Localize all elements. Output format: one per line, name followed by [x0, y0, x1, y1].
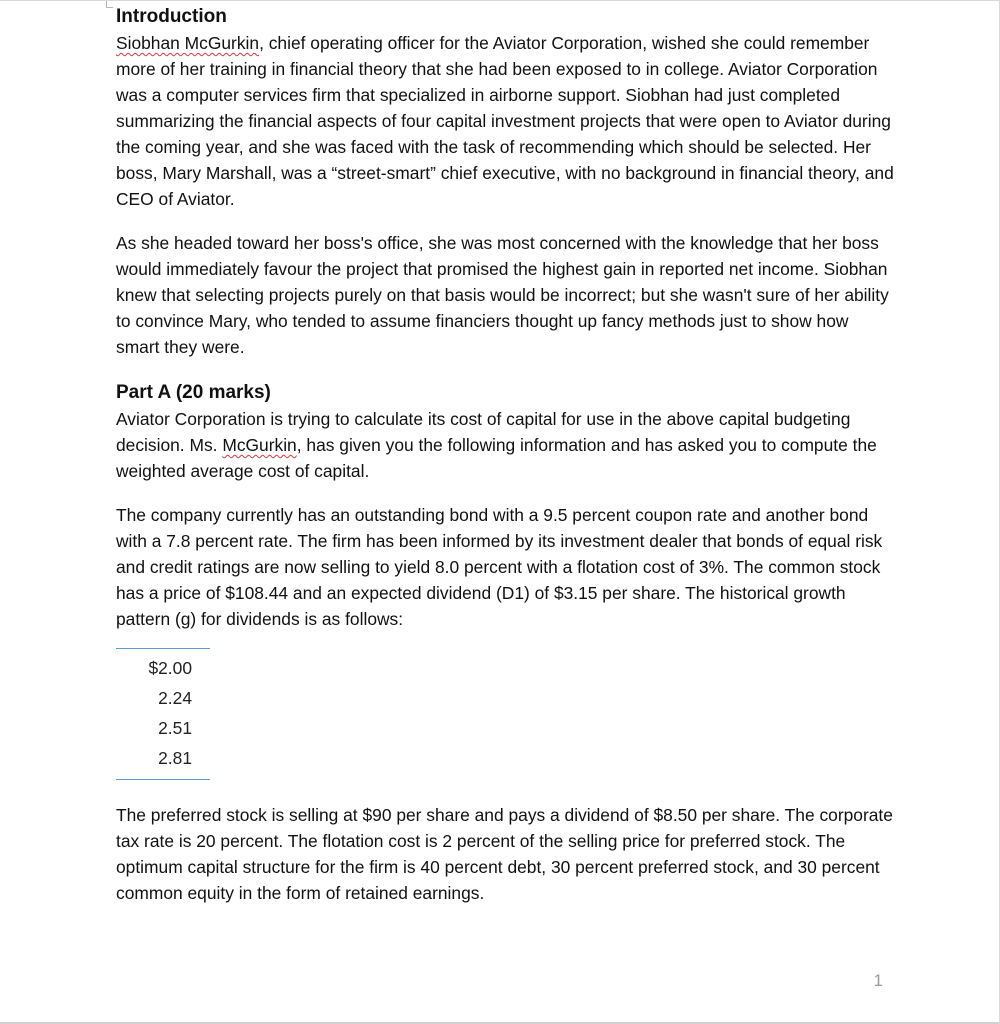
part-a-paragraph-3: The preferred stock is selling at $90 per share and pays a dividend of $8.50 per share. The corporate tax rate is 20 percent. The flotation cost is 2 percent of the selling price for preferred stock. The optimum capital structure for the firm is 40 percent debt, 30 percent preferred stock, and 30 percent common equity in the form of retained earnings. — [116, 805, 893, 903]
part-a-paragraph-1: Aviator Corporation is trying to calculate its cost of capital for use in the above capital budgeting decision. Ms. McGurkin, has given you the following information and has asked you to compute the weighted average cost of capital. — [116, 409, 877, 481]
introduction-heading: Introduction — [116, 6, 227, 27]
page-number: 1 — [873, 971, 883, 990]
dividend-value: 2.24 — [158, 688, 192, 708]
dividend-history-table — [116, 648, 210, 780]
misspelled-name[interactable]: Siobhan McGurkin — [116, 33, 260, 53]
misspelled-name[interactable]: McGurkin — [222, 435, 297, 455]
introduction-paragraph-2: As she headed toward her boss's office, she was most concerned with the knowledge that her boss would immediately favour the project that promised the highest gain in reported net income. Siobhan knew that selecting projects purely on that basis would be incorrect; but she wasn't sure of her ability to convince Mary, who tended to assume financiers thought up fancy methods just to show how smart they were. — [116, 233, 889, 357]
part-a-paragraph-2: The company currently has an outstanding bond with a 9.5 percent coupon rate and another bond with a 7.8 percent rate. The firm has been informed by its investment dealer that bonds of equal risk and credit ratings are now selling to yield 8.0 percent with a flotation cost of 3%. The common stock has a price of $108.44 and an expected dividend (D1) of $3.15 per share. The historical growth pattern (g) for dividends is as follows: — [116, 505, 883, 629]
dividend-value: 2.51 — [158, 718, 192, 738]
dividend-value: 2.81 — [158, 748, 192, 768]
introduction-paragraph-1 — [116, 30, 896, 212]
part-a-heading: Part A (20 marks) — [116, 382, 271, 403]
margin-corner-mark — [106, 1, 113, 8]
dividend-value: $2.00 — [148, 658, 192, 678]
introduction-paragraph-1-text: , chief operating officer for the Aviator Corporation, wished she could remember more of her training in financial theory that she had been exposed to in college. Aviator Corporation was a computer services firm that specialized in airborne support. Siobhan had just completed summarizing the financial aspects of four capital investment projects that were open to Aviator during the coming year, and she was faced with the task of recommending which should be selected. Her boss, Mary Marshall, was a “street-smart” chief executive, with no background in financial theory, and CEO of Aviator. — [116, 33, 894, 209]
page-content — [116, 4, 896, 906]
